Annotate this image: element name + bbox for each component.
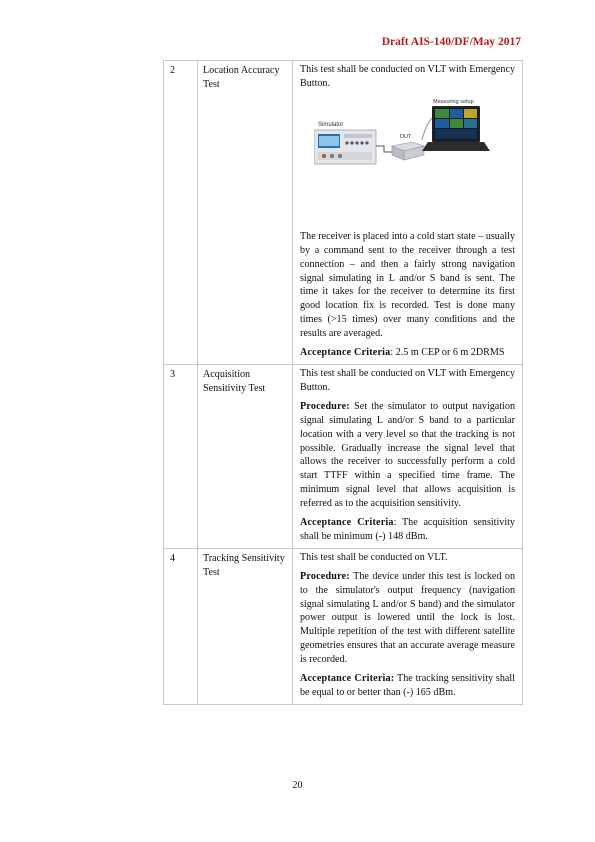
table-row-tracking-sensitivity	[164, 548, 523, 704]
test-name: Acquisition Sensitivity Test	[198, 364, 293, 548]
simulator-label: Simulator	[318, 121, 344, 128]
page-number: 20	[292, 780, 303, 791]
acceptance-criteria	[300, 516, 515, 544]
test-intro: This test shall be conducted on VLT with Emergency Button.	[300, 64, 515, 89]
procedure-label: Procedure:	[300, 400, 350, 412]
row-number: 4	[164, 548, 198, 704]
procedure-text: Set the simulator to output navigation signal simulating L and/or S band to a particular location with a very level so that the tracking is not possible. Gradually increase the signal level that allows the receiver to successfully perform a cold start TTFF within a specified time frame. The minimum signal level that allows acquisition is referred as to the acquisition sensitivity.	[300, 400, 515, 510]
procedure-text: The device under this test is locked on to the simulator's output frequency (navigation signal simulating L and/or S band) and the simulator power output is lowered until the lock is lost. Multiple repetition of the test with different satellite geometries ensures that an accurate average measure is recorded.	[300, 570, 515, 666]
acceptance-criteria	[300, 672, 515, 700]
test-name: Tracking Sensitivity Test	[198, 548, 293, 704]
acceptance-text: The tracking sensitivity shall be equal to or better than (-) 165 dBm.	[300, 673, 515, 698]
test-description	[293, 548, 523, 704]
test-name: Location Accuracy Test	[198, 61, 293, 365]
row-number: 3	[164, 364, 198, 548]
row-number: 2	[164, 61, 198, 365]
test-setup-diagram	[314, 96, 514, 230]
acceptance-text: : 2.5 m CEP or 6 m 2DRMS	[390, 347, 505, 359]
test-setup-figure	[300, 96, 515, 230]
test-description	[293, 61, 523, 365]
acceptance-text: : The acquisition sensitivity shall be minimum (-) 148 dBm.	[300, 517, 515, 542]
test-intro: This test shall be conducted on VLT.	[300, 551, 448, 563]
test-procedure-text: The receiver is placed into a cold start state – usually by a command sent to the receiver through a test connection – and then a fairly strong navigation signal simulating in L and/or S band is sent. The time it takes for the receiver to determine its first good location fix is recorded. Test is done many times (>15 times) over many conditions and the results are averaged.	[300, 230, 515, 340]
dut-device-image	[392, 134, 424, 160]
acceptance-label: Acceptance Criteria	[300, 517, 394, 529]
test-intro: This test shall be conducted on VLT with Emergency Button.	[300, 367, 515, 393]
test-specification-table	[163, 60, 523, 705]
procedure-label: Procedure:	[300, 570, 350, 582]
table-row-location-accuracy	[164, 61, 523, 365]
dut-label: DUT	[400, 133, 412, 140]
test-description	[293, 364, 523, 548]
acceptance-label: Acceptance Criteria:	[300, 673, 395, 685]
simulator-instrument-image	[314, 122, 376, 164]
document-reference-header: Draft AIS-140/DF/May 2017	[381, 36, 521, 48]
measuring-setup-label: Measuring setup	[433, 98, 474, 105]
table-row-acquisition-sensitivity	[164, 364, 523, 548]
test-procedure	[300, 400, 515, 511]
acceptance-label: Acceptance Criteria	[300, 347, 391, 359]
test-procedure	[300, 570, 515, 667]
measuring-laptop-image	[422, 99, 490, 151]
acceptance-criteria	[300, 346, 515, 360]
